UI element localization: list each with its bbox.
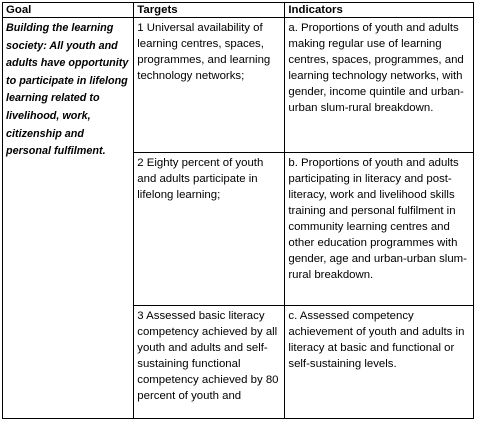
indicator-cell: c. Assessed competency achievement of youth and adults in literacy at basic and functional or self-sustaining levels. (285, 306, 474, 419)
goal-text: Building the learning society: All youth and adults have opportunity to participate in lifelong learning related to livelihood, work, citizenship and personal fulfilment. (6, 22, 129, 158)
header-targets: Targets (134, 3, 285, 18)
target-cell: 3 Assessed basic literacy competency achieved by all youth and adults and self-sustaining functional competency achieved by 80 percent of youth and (134, 306, 285, 419)
indicator-cell: b. Proportions of youth and adults participating in literacy and post-literacy, work and livelihood skills training and personal fulfilment in community learning centres and other education programmes with gender, age and urban-urban slum-rural breakdown. (285, 153, 474, 306)
indicator-cell: a. Proportions of youth and adults making regular use of learning centres, spaces, programmes, and learning technology networks, with gender, income quintile and urban-urban slum-rural breakdown. (285, 18, 474, 153)
goals-table (2, 2, 474, 419)
table-row (3, 18, 474, 153)
header-indicators: Indicators (285, 3, 474, 18)
target-cell: 2 Eighty percent of youth and adults participate in lifelong learning; (134, 153, 285, 306)
header-row (3, 3, 474, 18)
target-cell: 1 Universal availability of learning centres, spaces, programmes, and learning technology networks; (134, 18, 285, 153)
goal-cell (3, 18, 134, 419)
header-goal: Goal (3, 3, 134, 18)
